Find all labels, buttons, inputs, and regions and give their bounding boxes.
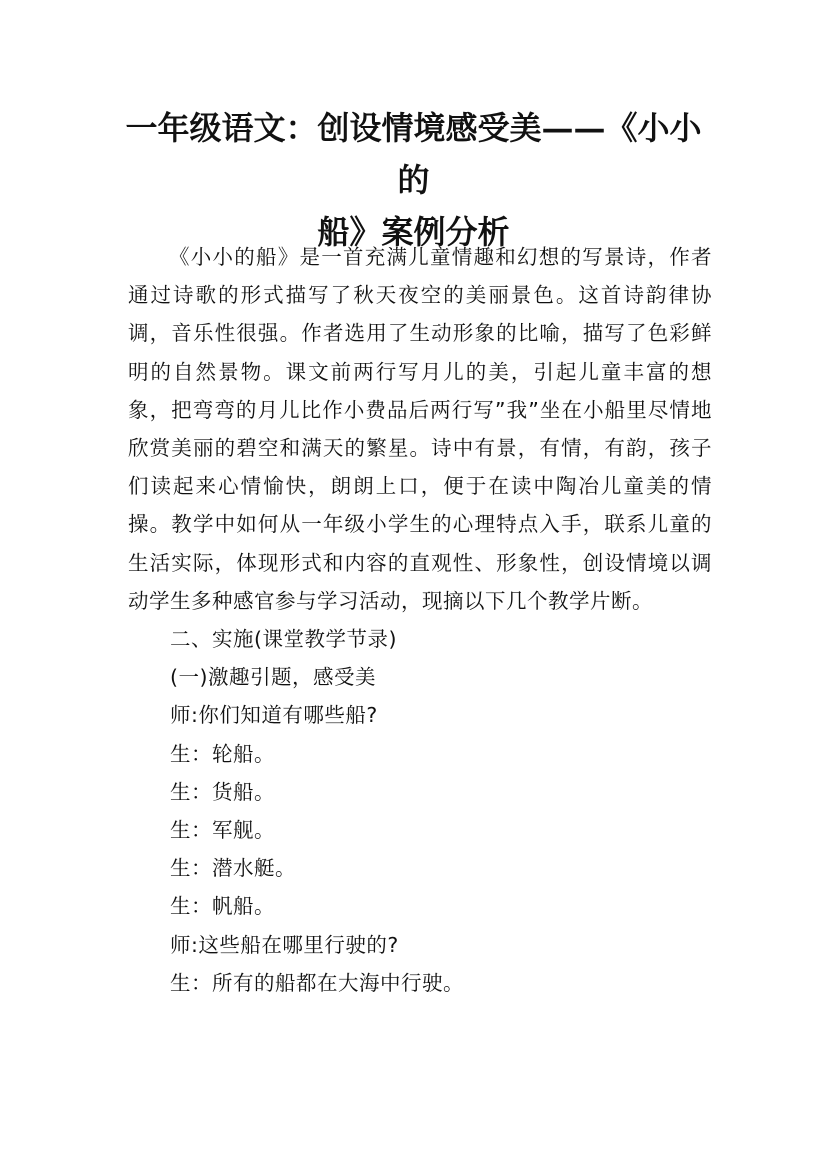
title-line-2: 船》案例分析 bbox=[317, 213, 510, 251]
dialogue-line: 师:你们知道有哪些船? bbox=[170, 703, 378, 728]
subsection-heading: (一)激趣引题，感受美 bbox=[170, 665, 376, 690]
dialogue-line: 生：潜水艇。 bbox=[170, 856, 296, 881]
section-heading: 二、实施(课堂教学节录) bbox=[170, 627, 397, 652]
document-title bbox=[110, 102, 717, 258]
intro-paragraph: 《小小的船》是一首充满儿童情趣和幻想的写景诗，作者通过诗歌的形式描写了秋天夜空的美丽景色。这首诗韵律协调，音乐性很强。作者选用了生动形象的比喻，描写了色彩鲜明的自然景物。课文前两行写月儿的美，引起儿童丰富的想象，把弯弯的月儿比作小费品后两行写”我”坐在小船里尽情地欣赏美丽的碧空和满天的繁星。诗中有景，有情，有韵，孩子们读起来心情愉快，朗朗上口，便于在读中陶冶儿童美的情操。教学中如何从一年级小学生的心理特点入手，联系儿童的生活实际，体现形式和内容的直观性、形象性，创设情境以调动学生多种感官参与学习活动，现摘以下几个教学片断。 bbox=[128, 245, 712, 613]
dialogue-line: 生：货船。 bbox=[170, 779, 275, 804]
dialogue-line: 生：所有的船都在大海中行驶。 bbox=[170, 970, 464, 995]
dialogue-line: 生：帆船。 bbox=[170, 894, 275, 919]
dialogue-line: 师:这些船在哪里行驶的? bbox=[170, 932, 399, 957]
title-line-1: 一年级语文：创设情境感受美——《小小的 bbox=[125, 109, 702, 199]
dialogue-line: 生：军舰。 bbox=[170, 818, 275, 843]
dialogue-line: 生：轮船。 bbox=[170, 741, 275, 766]
document-body bbox=[128, 238, 712, 1002]
